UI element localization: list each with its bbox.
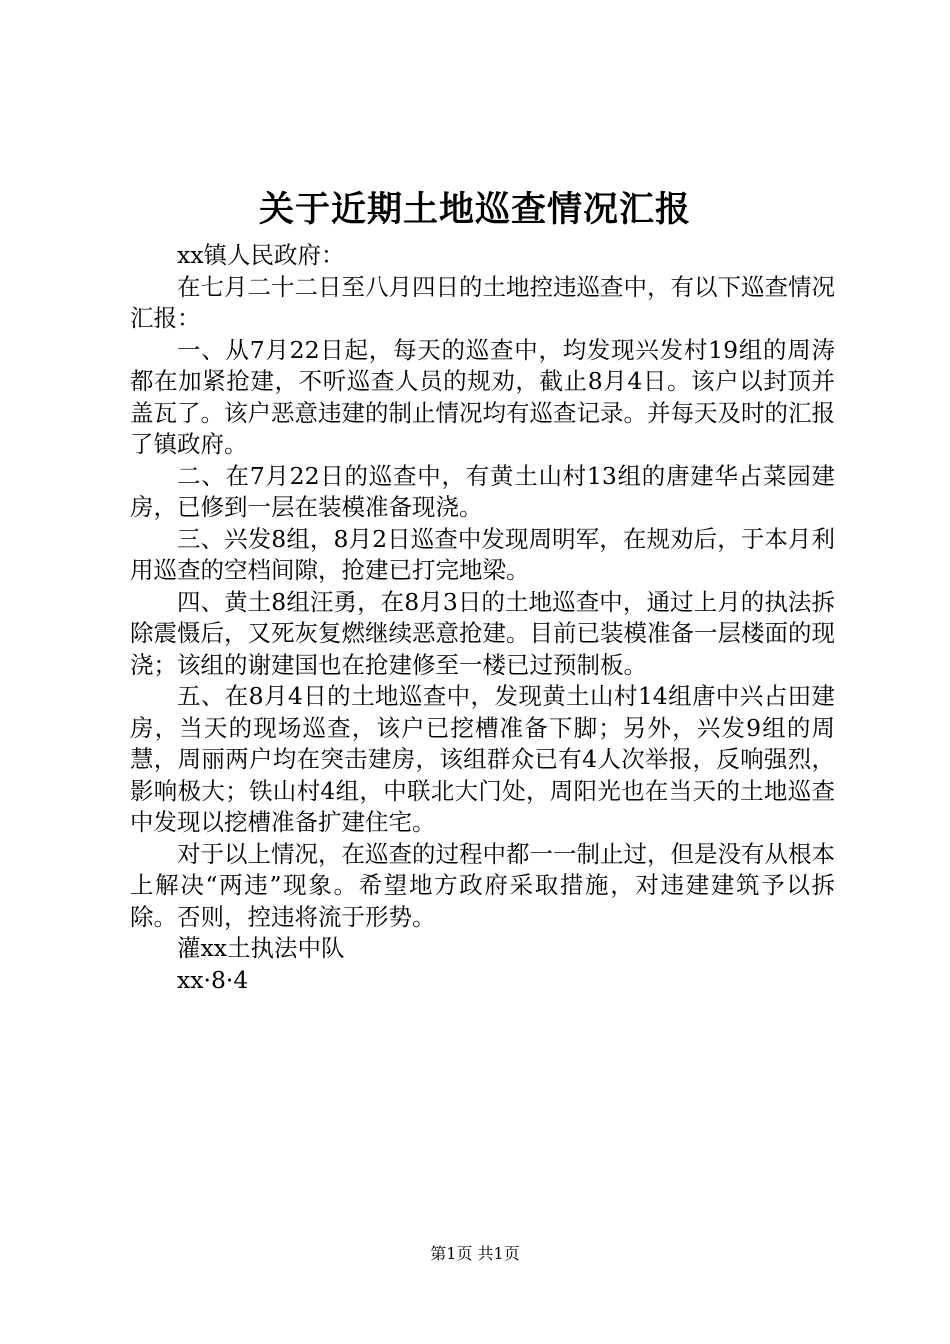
- paragraph-item-1: 一、从7月22日起，每天的巡查中，均发现兴发村19组的周涛都在加紧抢建，不听巡查人员的规劝，截止8月4日。该户以封顶并盖瓦了。该户恶意违建的制止情况均有巡查记录。并每天及时的汇报了镇政府。: [130, 335, 835, 458]
- paragraph-item-4: 四、黄土8组汪勇，在8月3日的土地巡查中，通过上月的执法拆除震慑后，又死灰复燃继续恶意抢建。目前已装模准备一层楼面的现浇；该组的谢建国也在抢建修至一楼已过预制板。: [130, 587, 835, 679]
- page-number-footer: 第1页 共1页: [430, 1244, 520, 1263]
- paragraph-conclusion: 对于以上情况，在巡查的过程中都一一制止过，但是没有从根本上解决“两违”现象。希望地方政府采取措施，对违建建筑予以拆除。否则，控违将流于形势。: [130, 839, 835, 931]
- paragraph-item-5: 五、在8月4日的土地巡查中，发现黄土山村14组唐中兴占田建房，当天的现场巡查，该户已挖槽准备下脚；另外，兴发9组的周慧，周丽两户均在突击建房，该组群众已有4人次举报，反响强烈，影响极大；铁山村4组，中联北大门处，周阳光也在当天的土地巡查中发现以挖槽准备扩建住宅。: [130, 682, 835, 836]
- paragraph-intro: 在七月二十二日至八月四日的土地控违巡查中，有以下巡查情况汇报：: [130, 272, 835, 332]
- document-date: xx·8·4: [177, 965, 249, 994]
- document-title: 关于近期土地巡查情况汇报: [258, 189, 691, 230]
- paragraph-item-3: 三、兴发8组，8月2日巡查中发现周明军，在规劝后，于本月利用巡查的空档间隙，抢建已打完地梁。: [130, 524, 835, 584]
- signature: 灌xx土执法中队: [177, 934, 345, 962]
- paragraph-item-2: 二、在7月22日的巡查中，有黄土山村13组的唐建华占菜园建房，已修到一层在装模准备现浇。: [130, 461, 835, 521]
- salutation: xx镇人民政府：: [177, 241, 345, 269]
- document-body: [130, 240, 835, 996]
